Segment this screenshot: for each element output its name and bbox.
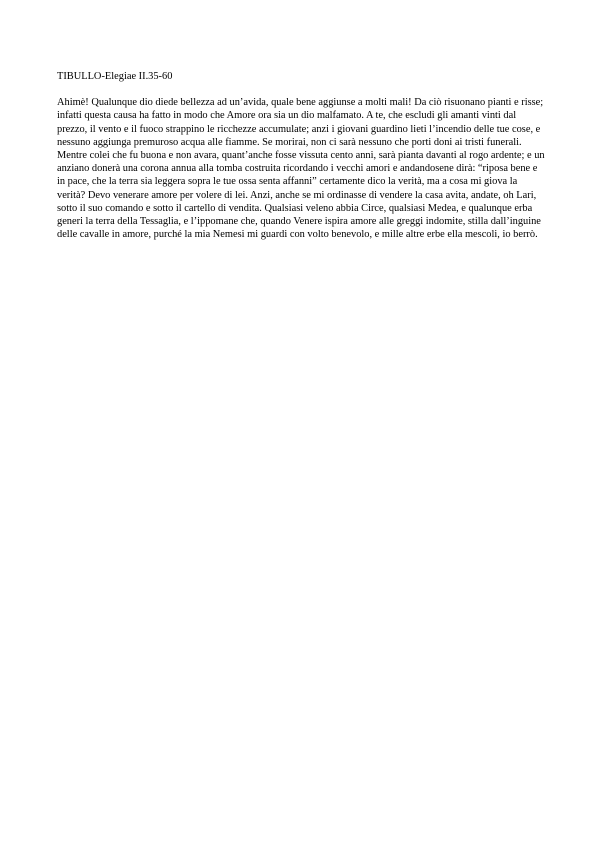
document-content bbox=[57, 70, 547, 241]
document-title: TIBULLO-Elegiae II.35-60 bbox=[57, 71, 173, 82]
document-body-paragraph: Ahimè! Qualunque dio diede bellezza ad un’avida, quale bene aggiunse a molti mali! Da ciò risuonano pianti e risse; infatti questa causa ha fatto in modo che Amore ora sia un dio malfamato. A te, che escludi gli amanti vinti dal prezzo, il vento e il fuoco strappino le ricchezze accumulate; anzi i giovani guardino lieti l’incendio delle tue cose, e nessuno aggiunga premuroso acqua alle fiamme. Se morirai, non ci sarà nessuno che porti doni ai tristi funerali. Mentre colei che fu buona e non avara, quant’anche fosse vissuta cento anni, sarà pianta davanti al rogo ardente; e un anziano donerà una corona annua alla tomba costruita ricordando i vecchi amori e andandosene dirà: “riposa bene e in pace, che la terra sia leggera sopra le tue ossa senta affanni” certamente dico la verità, ma a cosa mi giova la verità? Devo venerare amore per volere di lei. Anzi, anche se mi ordinasse di vendere la casa avita, andate, oh Lari, sotto il suo comando e sotto il cartello di vendita. Qualsiasi veleno abbia Circe, qualsiasi Medea, e qualunque erba generi la terra della Tessaglia, e l’ippomane che, quando Venere ispira amore alle greggi indomite, stilla dall’inguine delle cavalle in amore, purché la mia Nemesi mi guardi con volto benevolo, e mille altre erbe ella mescoli, io berrò. bbox=[57, 97, 545, 241]
